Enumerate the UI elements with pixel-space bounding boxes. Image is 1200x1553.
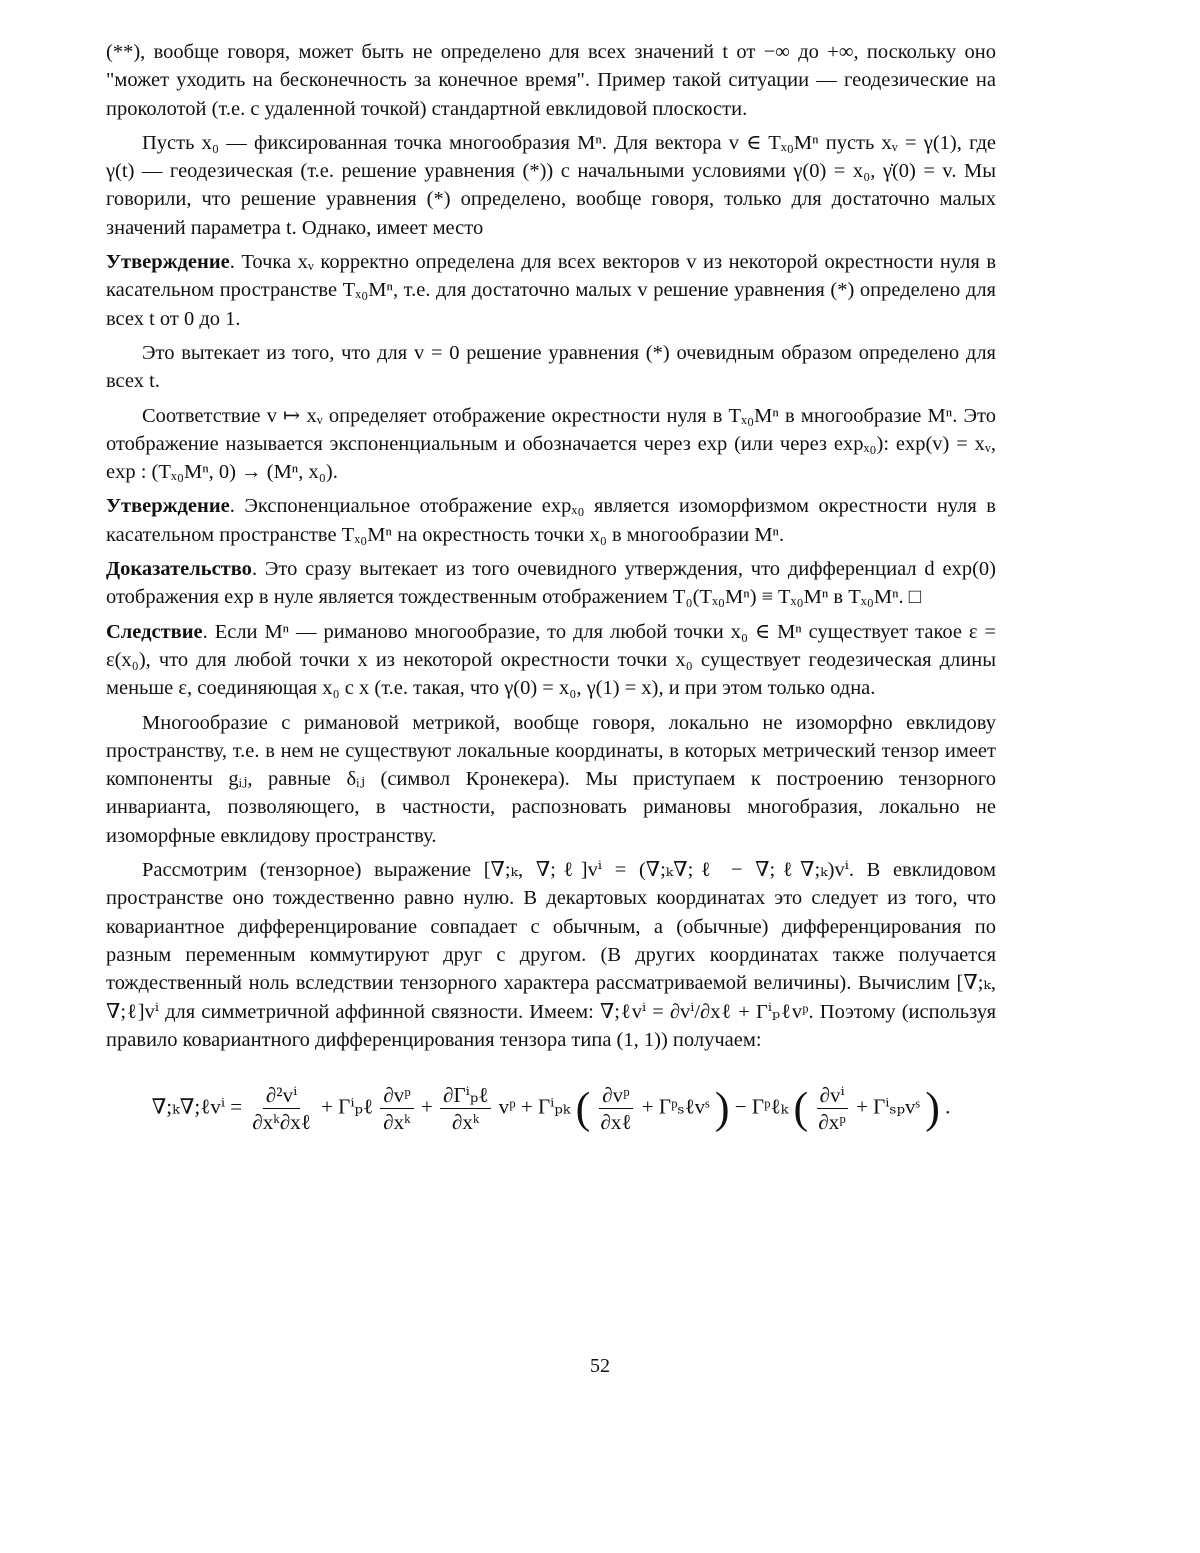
paragraph-5: Многообразие с римановой метрикой, вообще говоря, локально не изоморфно евклидову пространству, т.е. в нем не существуют локальные координаты, в которых метрический тензор имеет компоненты gᵢⱼ, равные δᵢⱼ (символ Кронекера). Мы приступаем к построению тензорного инварианта, позволяющего, в частности, распозновать римановы многобразия, локально не изоморфные евклидову пространству.: [106, 711, 996, 847]
formula-fraction-3: $\frac{\text{∂Γⁱₚℓ}}{\text{∂xᵏ}}$: [440, 1082, 491, 1135]
corollary-label: Следствие: [106, 620, 203, 643]
corollary: [106, 618, 996, 703]
formula-plus: +: [421, 1094, 433, 1119]
display-formula: [106, 1082, 996, 1135]
proof-label: Доказательство: [106, 558, 252, 581]
statement-2-text: . Экспоненциальное отображение expₓ₀ является изоморфизмом окрестности нуля в касательном пространстве Tₓ₀Mⁿ на окрестность точки x₀ в многообразии Mⁿ.: [106, 495, 996, 546]
proof-text: . Это сразу вытекает из того очевидного утверждения, что дифференциал d exp(0) отображения exp в нуле является тождественным отображением T₀(Tₓ₀Mⁿ) ≡ Tₓ₀Mⁿ в Tₓ₀Mⁿ. □: [106, 558, 996, 609]
statement-1: [106, 248, 996, 333]
formula-term-2: + Γⁱₚℓ: [321, 1094, 374, 1119]
formula-left-paren-2: (: [793, 1083, 809, 1133]
paragraph-4: Соответствие v ↦ xᵥ определяет отображение окрестности нуля в Tₓ₀Mⁿ в многообразие Mⁿ. Это отображение называется экспоненциальным и обозначается через exp (или через expₓ₀): exp(v) = xᵥ, exp : (Tₓ₀Mⁿ, 0) → (Mⁿ, x₀).: [106, 404, 996, 484]
corollary-text: . Если Mⁿ — риманово многообразие, то для любой точки x₀ ∈ Mⁿ существует такое ε = ε(x₀), что для любой точки x из некоторой окрестности точки x₀ существует геодезическая длины меньше ε, соединяющая x₀ с x (т.е. такая, что γ(0) = x₀, γ(1) = x), и при этом только одна.: [106, 620, 996, 700]
page-number: 52: [590, 1355, 610, 1377]
formula-term-5: + Γᵖₛℓvˢ: [641, 1094, 710, 1119]
proof: [106, 555, 996, 612]
statement-1-label: Утверждение: [106, 251, 230, 274]
paragraph-1: (**), вообще говоря, может быть не определено для всех значений t от −∞ до +∞, поскольку оно "может уходить на бесконечность за конечное время". Пример такой ситуации — геодезические на проколотой (т.е. с удаленной точкой) стандартной евклидовой плоскости.: [106, 41, 996, 120]
statement-2-label: Утверждение: [106, 495, 230, 518]
formula-fraction-2: $\frac{\text{∂vᵖ}}{\text{∂xᵏ}}$: [380, 1082, 414, 1135]
formula-term-7: + Γⁱₛₚvˢ: [856, 1094, 920, 1119]
formula-fraction-5: $\frac{\text{∂vⁱ}}{\text{∂xᵖ}}$: [818, 1083, 846, 1135]
formula-lhs: ∇;ₖ∇;ℓvⁱ =: [151, 1094, 243, 1119]
formula-right-paren-1: ): [714, 1083, 730, 1133]
paragraph-6: Рассмотрим (тензорное) выражение [∇;ₖ, ∇;ℓ]vⁱ = (∇;ₖ∇;ℓ − ∇;ℓ∇;ₖ)vⁱ. В евклидовом пространстве оно тождественно равно нулю. В декартовых координатах это следует из того, что ковариантное дифференцирование совпадает с обычным, а (обычные) дифференцирования по разным переменным коммутируют друг с другом. (В других координатах также получается тождественный ноль вследствии тензорного характера рассматриваемой величины). Вычислим [∇;ₖ, ∇;ℓ]vⁱ для симметричной аффинной связности. Имеем: ∇;ℓvⁱ = ∂vⁱ/∂xℓ + Γⁱₚℓvᵖ. Поэтому (используя правило ковариантного дифференцирования тензора типа (1, 1)) получаем:: [106, 859, 996, 1051]
formula-left-paren-1: (: [575, 1083, 591, 1133]
statement-1-text: . Точка xᵥ корректно определена для всех векторов v из некоторой окрестности нуля в касательном пространстве Tₓ₀Mⁿ, т.е. для достаточно малых v решение уравнения (*) определено для всех t от 0 до 1.: [106, 251, 996, 330]
formula-right-paren-2: ): [925, 1083, 940, 1133]
statement-2: [106, 492, 996, 549]
formula-term-4: vᵖ + Γⁱₚₖ: [498, 1094, 571, 1119]
formula-term-6: − Γᵖℓₖ: [734, 1094, 789, 1119]
formula-fraction-4: $\frac{\text{∂vᵖ}}{\text{∂xℓ}}$: [600, 1083, 632, 1135]
paragraph-3: Это вытекает из того, что для v = 0 решение уравнения (*) очевидным образом определено для всех t.: [106, 341, 996, 393]
formula-end: .: [945, 1094, 951, 1119]
formula-fraction-1: $\frac{\text{∂²vⁱ}}{\text{∂xᵏ∂xℓ}}$: [252, 1083, 311, 1135]
paragraph-2: Пусть x₀ — фиксированная точка многообразия Mⁿ. Для вектора v ∈ Tₓ₀Mⁿ пусть xᵥ = γ(1), где γ(t) — геодезическая (т.е. решение уравнения (*)) с начальными условиями γ(0) = x₀, γ̇(0) = v. Мы говорили, что решение уравнения (*) определено, вообще говоря, только для достаточно малых значений параметра t. Однако, имеет место: [106, 131, 996, 239]
page-body: [106, 38, 996, 1135]
